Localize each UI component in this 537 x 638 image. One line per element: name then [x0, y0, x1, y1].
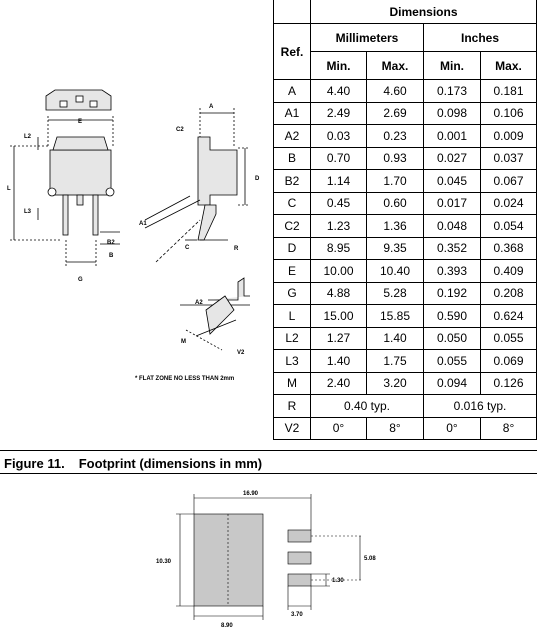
row-value: 1.23	[311, 215, 367, 238]
row-mm-typ: 0.40 typ.	[311, 395, 424, 418]
row-value: 0.069	[481, 350, 537, 373]
row-value: 0.027	[424, 147, 481, 170]
row-value: 4.60	[367, 80, 424, 103]
row-value: 0.208	[481, 282, 537, 305]
label-A1: A1	[139, 221, 147, 227]
row-value: 4.88	[311, 282, 367, 305]
row-ref: M	[274, 372, 311, 395]
row-value: 8°	[481, 417, 537, 440]
header-inches: Inches	[424, 24, 537, 52]
row-value: 4.40	[311, 80, 367, 103]
row-ref: V2	[274, 417, 311, 440]
row-ref: A2	[274, 125, 311, 148]
row-value: 10.40	[367, 260, 424, 283]
row-value: 0.054	[481, 215, 537, 238]
row-value: 3.20	[367, 372, 424, 395]
row-ref: L2	[274, 327, 311, 350]
table-row	[274, 305, 537, 328]
row-ref: B2	[274, 170, 311, 193]
label-B: B	[109, 253, 114, 259]
header-ref: Ref.	[274, 24, 311, 80]
label-D: D	[255, 176, 260, 182]
row-value: 2.40	[311, 372, 367, 395]
row-value: 9.35	[367, 237, 424, 260]
dim-height: 10.30	[156, 559, 172, 565]
row-value: 1.70	[367, 170, 424, 193]
subheader-mm-max: Max.	[367, 52, 424, 80]
table-corner	[274, 0, 311, 24]
row-value: 0.45	[311, 192, 367, 215]
row-value: 0.048	[424, 215, 481, 238]
row-value: 0.368	[481, 237, 537, 260]
table-row	[274, 417, 537, 440]
table-row	[274, 80, 537, 103]
row-value: 0.393	[424, 260, 481, 283]
figure-number: Figure 11.	[4, 456, 65, 471]
flat-zone-note: * FLAT ZONE NO LESS THAN 2mm	[135, 376, 235, 382]
row-value: 0.017	[424, 192, 481, 215]
table-row	[274, 192, 537, 215]
row-value: 1.14	[311, 170, 367, 193]
figure-caption	[4, 456, 262, 471]
row-ref: L	[274, 305, 311, 328]
row-value: 0.050	[424, 327, 481, 350]
row-ref: C	[274, 192, 311, 215]
row-in-typ: 0.016 typ.	[424, 395, 537, 418]
label-B2: B2	[107, 240, 115, 246]
label-M: M	[181, 339, 186, 345]
row-value: 15.00	[311, 305, 367, 328]
table-row	[274, 215, 537, 238]
row-value: 0.60	[367, 192, 424, 215]
row-value: 2.49	[311, 102, 367, 125]
label-C2: C2	[176, 127, 184, 133]
table-row	[274, 350, 537, 373]
subheader-mm-min: Min.	[311, 52, 367, 80]
table-row	[274, 147, 537, 170]
table-row	[274, 327, 537, 350]
row-ref: G	[274, 282, 311, 305]
row-value: 0.098	[424, 102, 481, 125]
row-value: 0.192	[424, 282, 481, 305]
table-row	[274, 282, 537, 305]
row-value: 0.055	[424, 350, 481, 373]
subheader-in-max: Max.	[481, 52, 537, 80]
row-value: 0.094	[424, 372, 481, 395]
package-outline-drawing	[0, 0, 273, 446]
row-value: 0°	[311, 417, 367, 440]
label-A2: A2	[195, 300, 203, 306]
row-ref: B	[274, 147, 311, 170]
row-value: 0.93	[367, 147, 424, 170]
dim-pad-width: 8.90	[221, 623, 233, 629]
row-value: 0.352	[424, 237, 481, 260]
row-value: 8°	[367, 417, 424, 440]
row-value: 0.409	[481, 260, 537, 283]
row-value: 0.23	[367, 125, 424, 148]
dim-pin-pitch: 5.08	[364, 556, 376, 562]
row-ref: D	[274, 237, 311, 260]
row-value: 1.40	[311, 350, 367, 373]
table-row	[274, 260, 537, 283]
dimensions-table	[273, 0, 537, 440]
header-dimensions: Dimensions	[311, 0, 537, 24]
label-C: C	[185, 245, 190, 251]
row-value: 0°	[424, 417, 481, 440]
table-row	[274, 395, 537, 418]
subheader-in-min: Min.	[424, 52, 481, 80]
row-value: 0.70	[311, 147, 367, 170]
row-ref: C2	[274, 215, 311, 238]
row-ref: A	[274, 80, 311, 103]
row-ref: A1	[274, 102, 311, 125]
row-value: 0.009	[481, 125, 537, 148]
row-value: 0.106	[481, 102, 537, 125]
caption-rule-top	[0, 450, 537, 451]
row-value: 1.27	[311, 327, 367, 350]
row-value: 0.045	[424, 170, 481, 193]
row-value: 0.037	[481, 147, 537, 170]
row-value: 0.126	[481, 372, 537, 395]
row-value: 10.00	[311, 260, 367, 283]
row-value: 8.95	[311, 237, 367, 260]
figure-title: Footprint (dimensions in mm)	[78, 456, 263, 471]
header-millimeters: Millimeters	[311, 24, 424, 52]
label-L: L	[7, 186, 11, 192]
label-E: E	[78, 119, 83, 125]
row-value: 1.40	[367, 327, 424, 350]
row-ref: E	[274, 260, 311, 283]
row-value: 1.75	[367, 350, 424, 373]
row-value: 0.055	[481, 327, 537, 350]
footprint-drawing	[0, 474, 537, 638]
dim-pin-width: 1.30	[332, 578, 344, 584]
row-value: 15.85	[367, 305, 424, 328]
label-L3: L3	[24, 209, 32, 215]
row-value: 0.181	[481, 80, 537, 103]
table-row	[274, 237, 537, 260]
dim-width-total: 16.90	[243, 491, 259, 497]
label-A: A	[209, 104, 214, 110]
dim-pin-length: 3.70	[291, 612, 303, 618]
row-value: 1.36	[367, 215, 424, 238]
label-L2: L2	[24, 134, 32, 140]
row-value: 0.590	[424, 305, 481, 328]
row-value: 0.024	[481, 192, 537, 215]
table-row	[274, 372, 537, 395]
label-G: G	[78, 277, 83, 283]
table-row	[274, 125, 537, 148]
label-R: R	[234, 246, 239, 252]
row-value: 0.03	[311, 125, 367, 148]
table-row	[274, 170, 537, 193]
row-value: 0.001	[424, 125, 481, 148]
row-value: 0.067	[481, 170, 537, 193]
row-ref: L3	[274, 350, 311, 373]
row-value: 5.28	[367, 282, 424, 305]
label-V2: V2	[237, 350, 245, 356]
row-ref: R	[274, 395, 311, 418]
row-value: 2.69	[367, 102, 424, 125]
row-value: 0.173	[424, 80, 481, 103]
row-value: 0.624	[481, 305, 537, 328]
table-row	[274, 102, 537, 125]
